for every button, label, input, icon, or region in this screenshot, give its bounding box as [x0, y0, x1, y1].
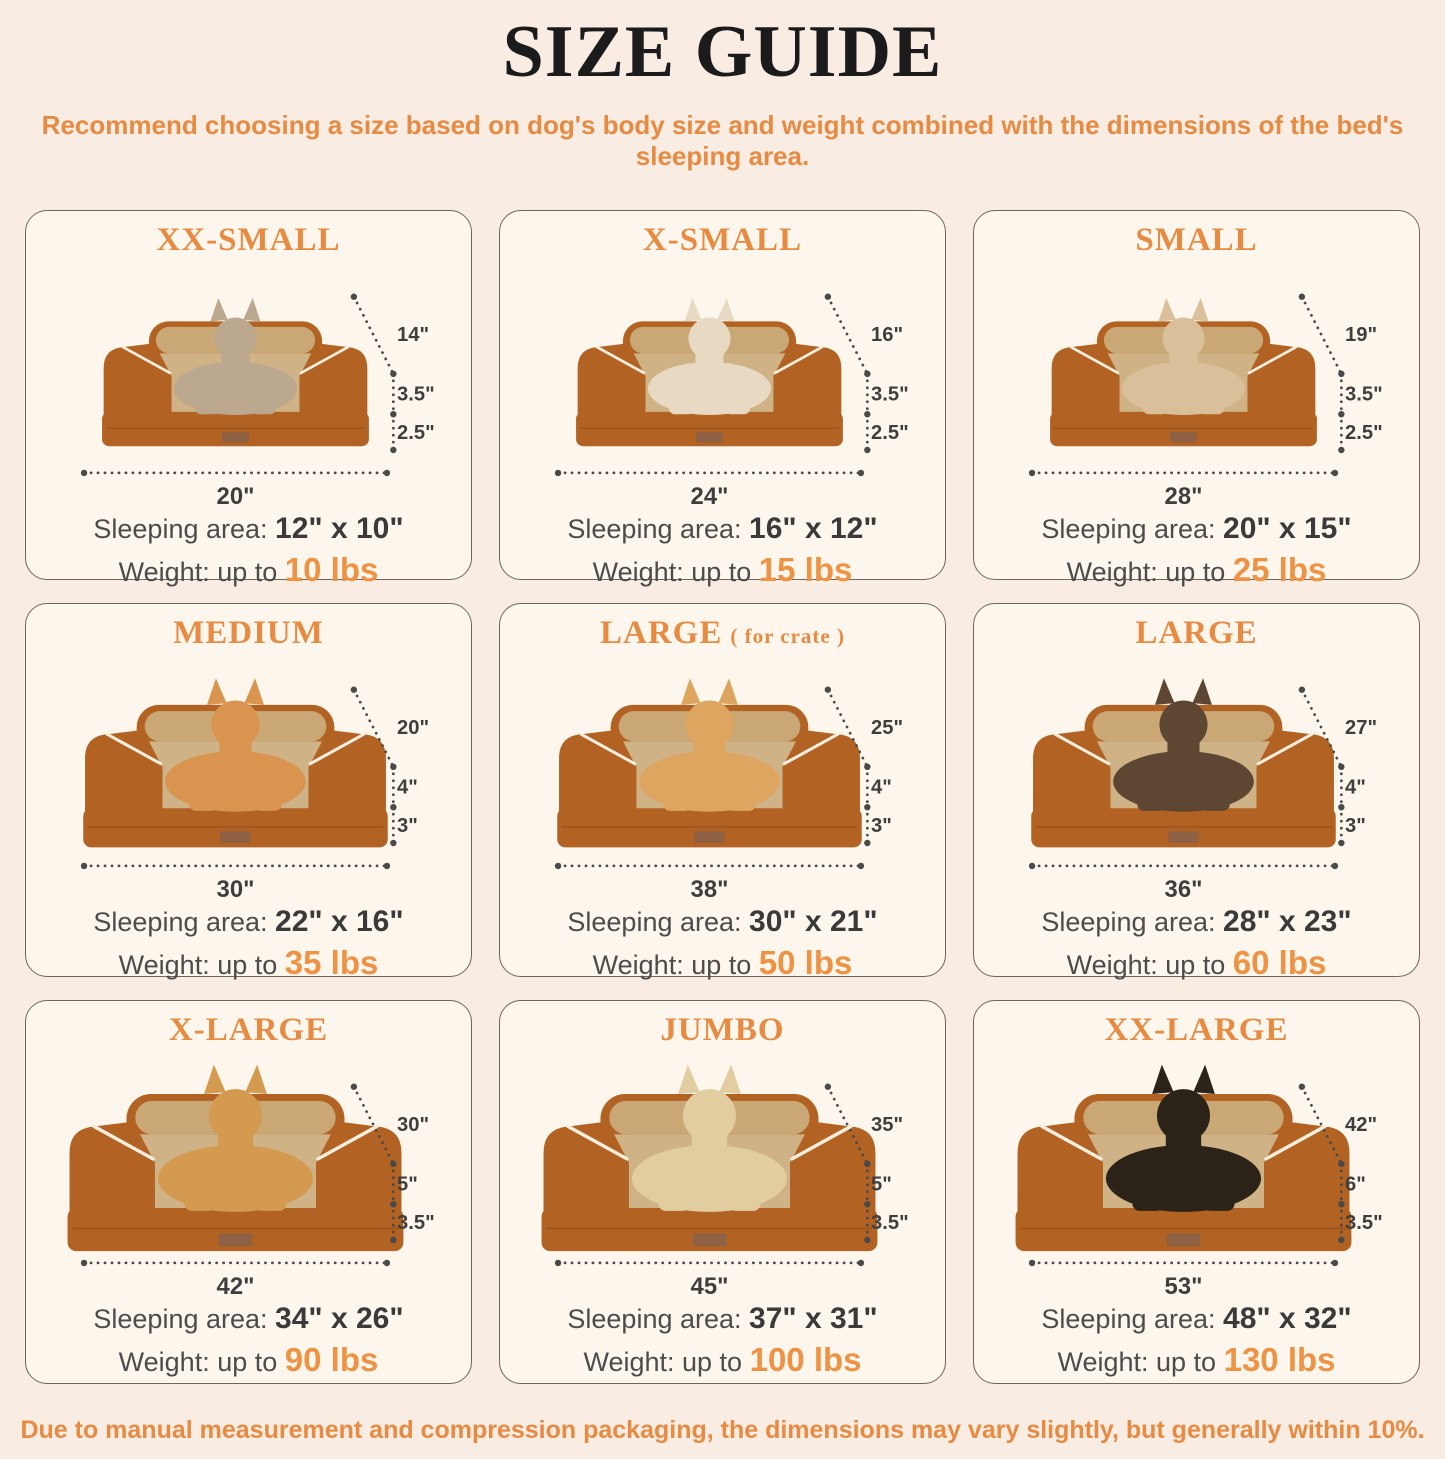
- pet-left-paw: [185, 1196, 216, 1211]
- brand-tag: [219, 1234, 252, 1247]
- sleeping-area-line: [982, 1302, 1411, 1337]
- pet-left-paw: [195, 403, 220, 415]
- bed-diagram: [525, 653, 920, 903]
- pet-right-paw: [1201, 798, 1229, 811]
- pet-left-ear: [681, 679, 701, 706]
- brand-tag: [696, 432, 723, 442]
- weight-value: 15 lbs: [758, 551, 853, 589]
- width-line-right-dot: [1332, 863, 1338, 869]
- bolster-height-label: 3.5": [871, 383, 909, 406]
- pet-left-ear: [678, 1065, 700, 1094]
- sleeping-area-label: Sleeping area:: [93, 1303, 268, 1334]
- size-name-text: XX-SMALL: [156, 221, 341, 258]
- pet-body: [158, 1145, 313, 1212]
- base-height-dot: [864, 447, 870, 453]
- pet-body: [639, 752, 780, 813]
- size-name: [34, 614, 463, 654]
- sleeping-area-label: Sleeping area:: [1041, 906, 1216, 937]
- pet-right-ear: [245, 1065, 267, 1094]
- width-line-right-dot: [858, 1260, 864, 1266]
- bed-diagram: [51, 1050, 446, 1300]
- depth-dimension-label: 27": [1345, 717, 1378, 740]
- bed-diagram: [525, 1050, 920, 1300]
- sleeping-area-line: [982, 905, 1411, 940]
- width-dimension-label: 36": [1164, 876, 1203, 903]
- weight-line: [982, 944, 1411, 982]
- size-card: [499, 603, 946, 982]
- depth-dimension-label: 16": [871, 324, 904, 347]
- depth-dimension-label: 35": [871, 1114, 904, 1137]
- sleeping-area-label: Sleeping area:: [93, 513, 268, 544]
- pet-left-ear: [1159, 298, 1176, 321]
- pet-right-ear: [719, 679, 739, 706]
- weight-value: 25 lbs: [1232, 551, 1327, 589]
- depth-dimension-label: 14": [397, 324, 430, 347]
- size-card: [973, 603, 1420, 982]
- sleeping-area-label: Sleeping area:: [567, 1303, 742, 1334]
- size-name-text: MEDIUM: [173, 614, 324, 651]
- width-dimension-label: 45": [690, 1273, 729, 1300]
- sleeping-area-value: 16" x 12": [749, 511, 878, 545]
- sleeping-area-line: [34, 1302, 463, 1337]
- depth-dimension-label: 42": [1345, 1114, 1378, 1137]
- width-dimension-label: 38": [690, 876, 729, 903]
- pet-right-ear: [243, 298, 260, 321]
- pet-left-paw: [1133, 1196, 1164, 1211]
- pet-left-paw: [1143, 403, 1168, 415]
- bolster-height-label: 5": [397, 1173, 418, 1196]
- pet-right-paw: [725, 403, 750, 415]
- pet-left-ear: [207, 679, 227, 706]
- sleeping-area-label: Sleeping area:: [93, 906, 268, 937]
- depth-dimension-label: 20": [397, 717, 430, 740]
- weight-label: Weight: up to: [583, 1347, 743, 1378]
- base-height-dot: [390, 1237, 396, 1243]
- base-height-dot: [390, 840, 396, 846]
- pet-left-ear: [685, 298, 702, 321]
- pet-right-paw: [1203, 1196, 1234, 1211]
- size-name: [508, 221, 937, 261]
- sleeping-area-line: [34, 905, 463, 940]
- pet-left-paw: [1137, 798, 1165, 811]
- bed-illustration: [68, 1065, 404, 1252]
- width-line-right-dot: [384, 470, 390, 476]
- pet-body: [648, 362, 771, 415]
- sleeping-area-value: 30" x 21": [749, 904, 878, 938]
- weight-value: 10 lbs: [284, 551, 379, 589]
- pet-body: [1122, 362, 1245, 415]
- size-name: [508, 614, 937, 654]
- size-name: [34, 221, 463, 261]
- pet-left-ear: [1155, 679, 1175, 706]
- bed-illustration: [83, 679, 387, 848]
- bed-illustration: [1050, 298, 1317, 446]
- weight-label: Weight: up to: [1066, 950, 1226, 981]
- bolster-height-label: 3.5": [397, 383, 435, 406]
- weight-line: [982, 1341, 1411, 1379]
- base-height-dot: [1338, 1237, 1344, 1243]
- sleeping-area-value: 48" x 32": [1223, 1301, 1352, 1335]
- size-name-text: SMALL: [1135, 221, 1258, 258]
- pet-right-ear: [1191, 298, 1208, 321]
- width-dimension-label: 24": [690, 483, 729, 510]
- bed-diagram: [999, 1050, 1394, 1300]
- bed-illustration: [102, 298, 369, 446]
- weight-label: Weight: up to: [118, 950, 278, 981]
- bolster-height-label: 4": [871, 776, 892, 799]
- size-card: [25, 603, 472, 982]
- pet-left-ear: [204, 1065, 226, 1094]
- width-dimension-label: 53": [1164, 1273, 1203, 1300]
- sleeping-area-line: [34, 512, 463, 547]
- pet-right-paw: [253, 798, 281, 811]
- pet-right-ear: [719, 1065, 741, 1094]
- size-name-note: ( for crate ): [730, 623, 845, 648]
- sleeping-area-value: 37" x 31": [749, 1301, 878, 1335]
- weight-label: Weight: up to: [1066, 557, 1226, 588]
- page-subtitle: Recommend choosing a size based on dog's body size and weight combined with the dimensions of the bed's sleeping area.: [41, 109, 1404, 171]
- size-name: [982, 221, 1411, 261]
- size-card: [499, 210, 946, 589]
- base-height-dot: [864, 840, 870, 846]
- pet-left-ear: [211, 298, 228, 321]
- sleeping-area-value: 22" x 16": [275, 904, 404, 938]
- weight-line: [34, 551, 463, 589]
- base-height-label: 2.5": [1345, 422, 1383, 445]
- bed-diagram: [999, 653, 1394, 903]
- sleeping-area-line: [982, 512, 1411, 547]
- weight-label: Weight: up to: [118, 557, 278, 588]
- pet-right-ear: [717, 298, 734, 321]
- size-name-text: XX-LARGE: [1104, 1011, 1289, 1048]
- depth-dimension-label: 30": [397, 1114, 430, 1137]
- sleeping-area-line: [508, 1302, 937, 1337]
- bolster-height-label: 5": [871, 1173, 892, 1196]
- size-name: [982, 614, 1411, 654]
- pet-right-ear: [1193, 1065, 1215, 1094]
- bolster-height-label: 6": [1345, 1173, 1366, 1196]
- bolster-height-label: 4": [1345, 776, 1366, 799]
- weight-label: Weight: up to: [592, 950, 752, 981]
- size-name-text: X-LARGE: [168, 1011, 329, 1048]
- width-line-right-dot: [384, 1260, 390, 1266]
- pet-body: [174, 362, 297, 415]
- brand-tag: [695, 832, 725, 844]
- pet-body: [165, 752, 306, 813]
- base-height-label: 3.5": [871, 1212, 909, 1235]
- brand-tag: [1167, 1234, 1200, 1247]
- size-guide-page: [0, 11, 1445, 1445]
- brand-tag: [1169, 832, 1199, 844]
- pet-body: [1106, 1145, 1261, 1212]
- pet-right-paw: [727, 798, 755, 811]
- width-line-right-dot: [858, 863, 864, 869]
- weight-value: 35 lbs: [284, 944, 379, 982]
- size-name: [34, 1011, 463, 1051]
- sleeping-area-value: 28" x 23": [1223, 904, 1352, 938]
- base-height-dot: [864, 1237, 870, 1243]
- size-name: [982, 1011, 1411, 1051]
- size-card: [499, 1000, 946, 1384]
- bed-illustration: [557, 679, 861, 848]
- base-height-label: 3": [871, 815, 892, 838]
- width-line-right-dot: [1332, 1260, 1338, 1266]
- base-height-label: 3.5": [397, 1212, 435, 1235]
- weight-line: [982, 551, 1411, 589]
- width-dimension-label: 28": [1164, 483, 1203, 510]
- brand-tag: [1170, 432, 1197, 442]
- size-grid: [0, 210, 1445, 1384]
- pet-right-paw: [251, 403, 276, 415]
- weight-value: 60 lbs: [1232, 944, 1327, 982]
- bed-diagram: [999, 260, 1394, 510]
- bed-diagram: [525, 260, 920, 510]
- size-card: [25, 210, 472, 589]
- brand-tag: [221, 832, 251, 844]
- weight-label: Weight: up to: [592, 557, 752, 588]
- weight-value: 50 lbs: [758, 944, 853, 982]
- sleeping-area-value: 34" x 26": [275, 1301, 404, 1335]
- bed-illustration: [1016, 1065, 1352, 1252]
- width-dimension-label: 20": [216, 483, 255, 510]
- base-height-label: 2.5": [397, 422, 435, 445]
- bed-illustration: [576, 298, 843, 446]
- pet-left-paw: [663, 798, 691, 811]
- size-name-text: JUMBO: [660, 1011, 785, 1048]
- size-name: [508, 1011, 937, 1051]
- weight-line: [508, 551, 937, 589]
- sleeping-area-line: [508, 512, 937, 547]
- size-name-text: LARGE: [1135, 614, 1258, 651]
- pet-body: [1113, 752, 1254, 813]
- width-line-right-dot: [384, 863, 390, 869]
- pet-right-paw: [729, 1196, 760, 1211]
- base-height-dot: [390, 447, 396, 453]
- weight-line: [508, 1341, 937, 1379]
- width-line-right-dot: [1332, 470, 1338, 476]
- sleeping-area-value: 12" x 10": [275, 511, 404, 545]
- weight-label: Weight: up to: [1057, 1347, 1217, 1378]
- base-height-label: 3.5": [1345, 1212, 1383, 1235]
- bed-diagram: [51, 653, 446, 903]
- base-height-label: 2.5": [871, 422, 909, 445]
- base-height-label: 3": [397, 815, 418, 838]
- pet-left-paw: [659, 1196, 690, 1211]
- sleeping-area-line: [508, 905, 937, 940]
- weight-label: Weight: up to: [118, 1347, 278, 1378]
- width-line-right-dot: [858, 470, 864, 476]
- width-dimension-label: 30": [216, 876, 255, 903]
- depth-dimension-label: 19": [1345, 324, 1378, 347]
- width-dimension-label: 42": [216, 1273, 255, 1300]
- weight-line: [508, 944, 937, 982]
- sleeping-area-label: Sleeping area:: [1041, 513, 1216, 544]
- base-height-label: 3": [1345, 815, 1366, 838]
- pet-right-paw: [255, 1196, 286, 1211]
- pet-left-paw: [189, 798, 217, 811]
- sleeping-area-label: Sleeping area:: [567, 513, 742, 544]
- weight-line: [34, 1341, 463, 1379]
- brand-tag: [693, 1234, 726, 1247]
- base-height-dot: [1338, 840, 1344, 846]
- pet-left-paw: [669, 403, 694, 415]
- bed-illustration: [542, 1065, 878, 1252]
- bolster-height-label: 3.5": [1345, 383, 1383, 406]
- bed-diagram: [51, 260, 446, 510]
- size-name-text: X-SMALL: [642, 221, 803, 258]
- pet-left-ear: [1152, 1065, 1174, 1094]
- sleeping-area-label: Sleeping area:: [567, 906, 742, 937]
- weight-value: 100 lbs: [749, 1341, 862, 1379]
- bed-illustration: [1031, 679, 1335, 848]
- size-name-text: LARGE: [600, 614, 723, 651]
- weight-value: 90 lbs: [284, 1341, 379, 1379]
- size-card: [973, 1000, 1420, 1384]
- footer-note: Due to manual measurement and compression packaging, the dimensions may vary slightly, but generally within 10%.: [20, 1415, 1425, 1444]
- pet-right-paw: [1199, 403, 1224, 415]
- weight-value: 130 lbs: [1223, 1341, 1336, 1379]
- depth-dimension-label: 25": [871, 717, 904, 740]
- weight-line: [34, 944, 463, 982]
- brand-tag: [222, 432, 249, 442]
- page-title: SIZE GUIDE: [502, 11, 943, 93]
- pet-body: [632, 1145, 787, 1212]
- sleeping-area-label: Sleeping area:: [1041, 1303, 1216, 1334]
- pet-right-ear: [1193, 679, 1213, 706]
- base-height-dot: [1338, 447, 1344, 453]
- size-card: [973, 210, 1420, 589]
- sleeping-area-value: 20" x 15": [1223, 511, 1352, 545]
- pet-right-ear: [245, 679, 265, 706]
- size-card: [25, 1000, 472, 1384]
- bolster-height-label: 4": [397, 776, 418, 799]
